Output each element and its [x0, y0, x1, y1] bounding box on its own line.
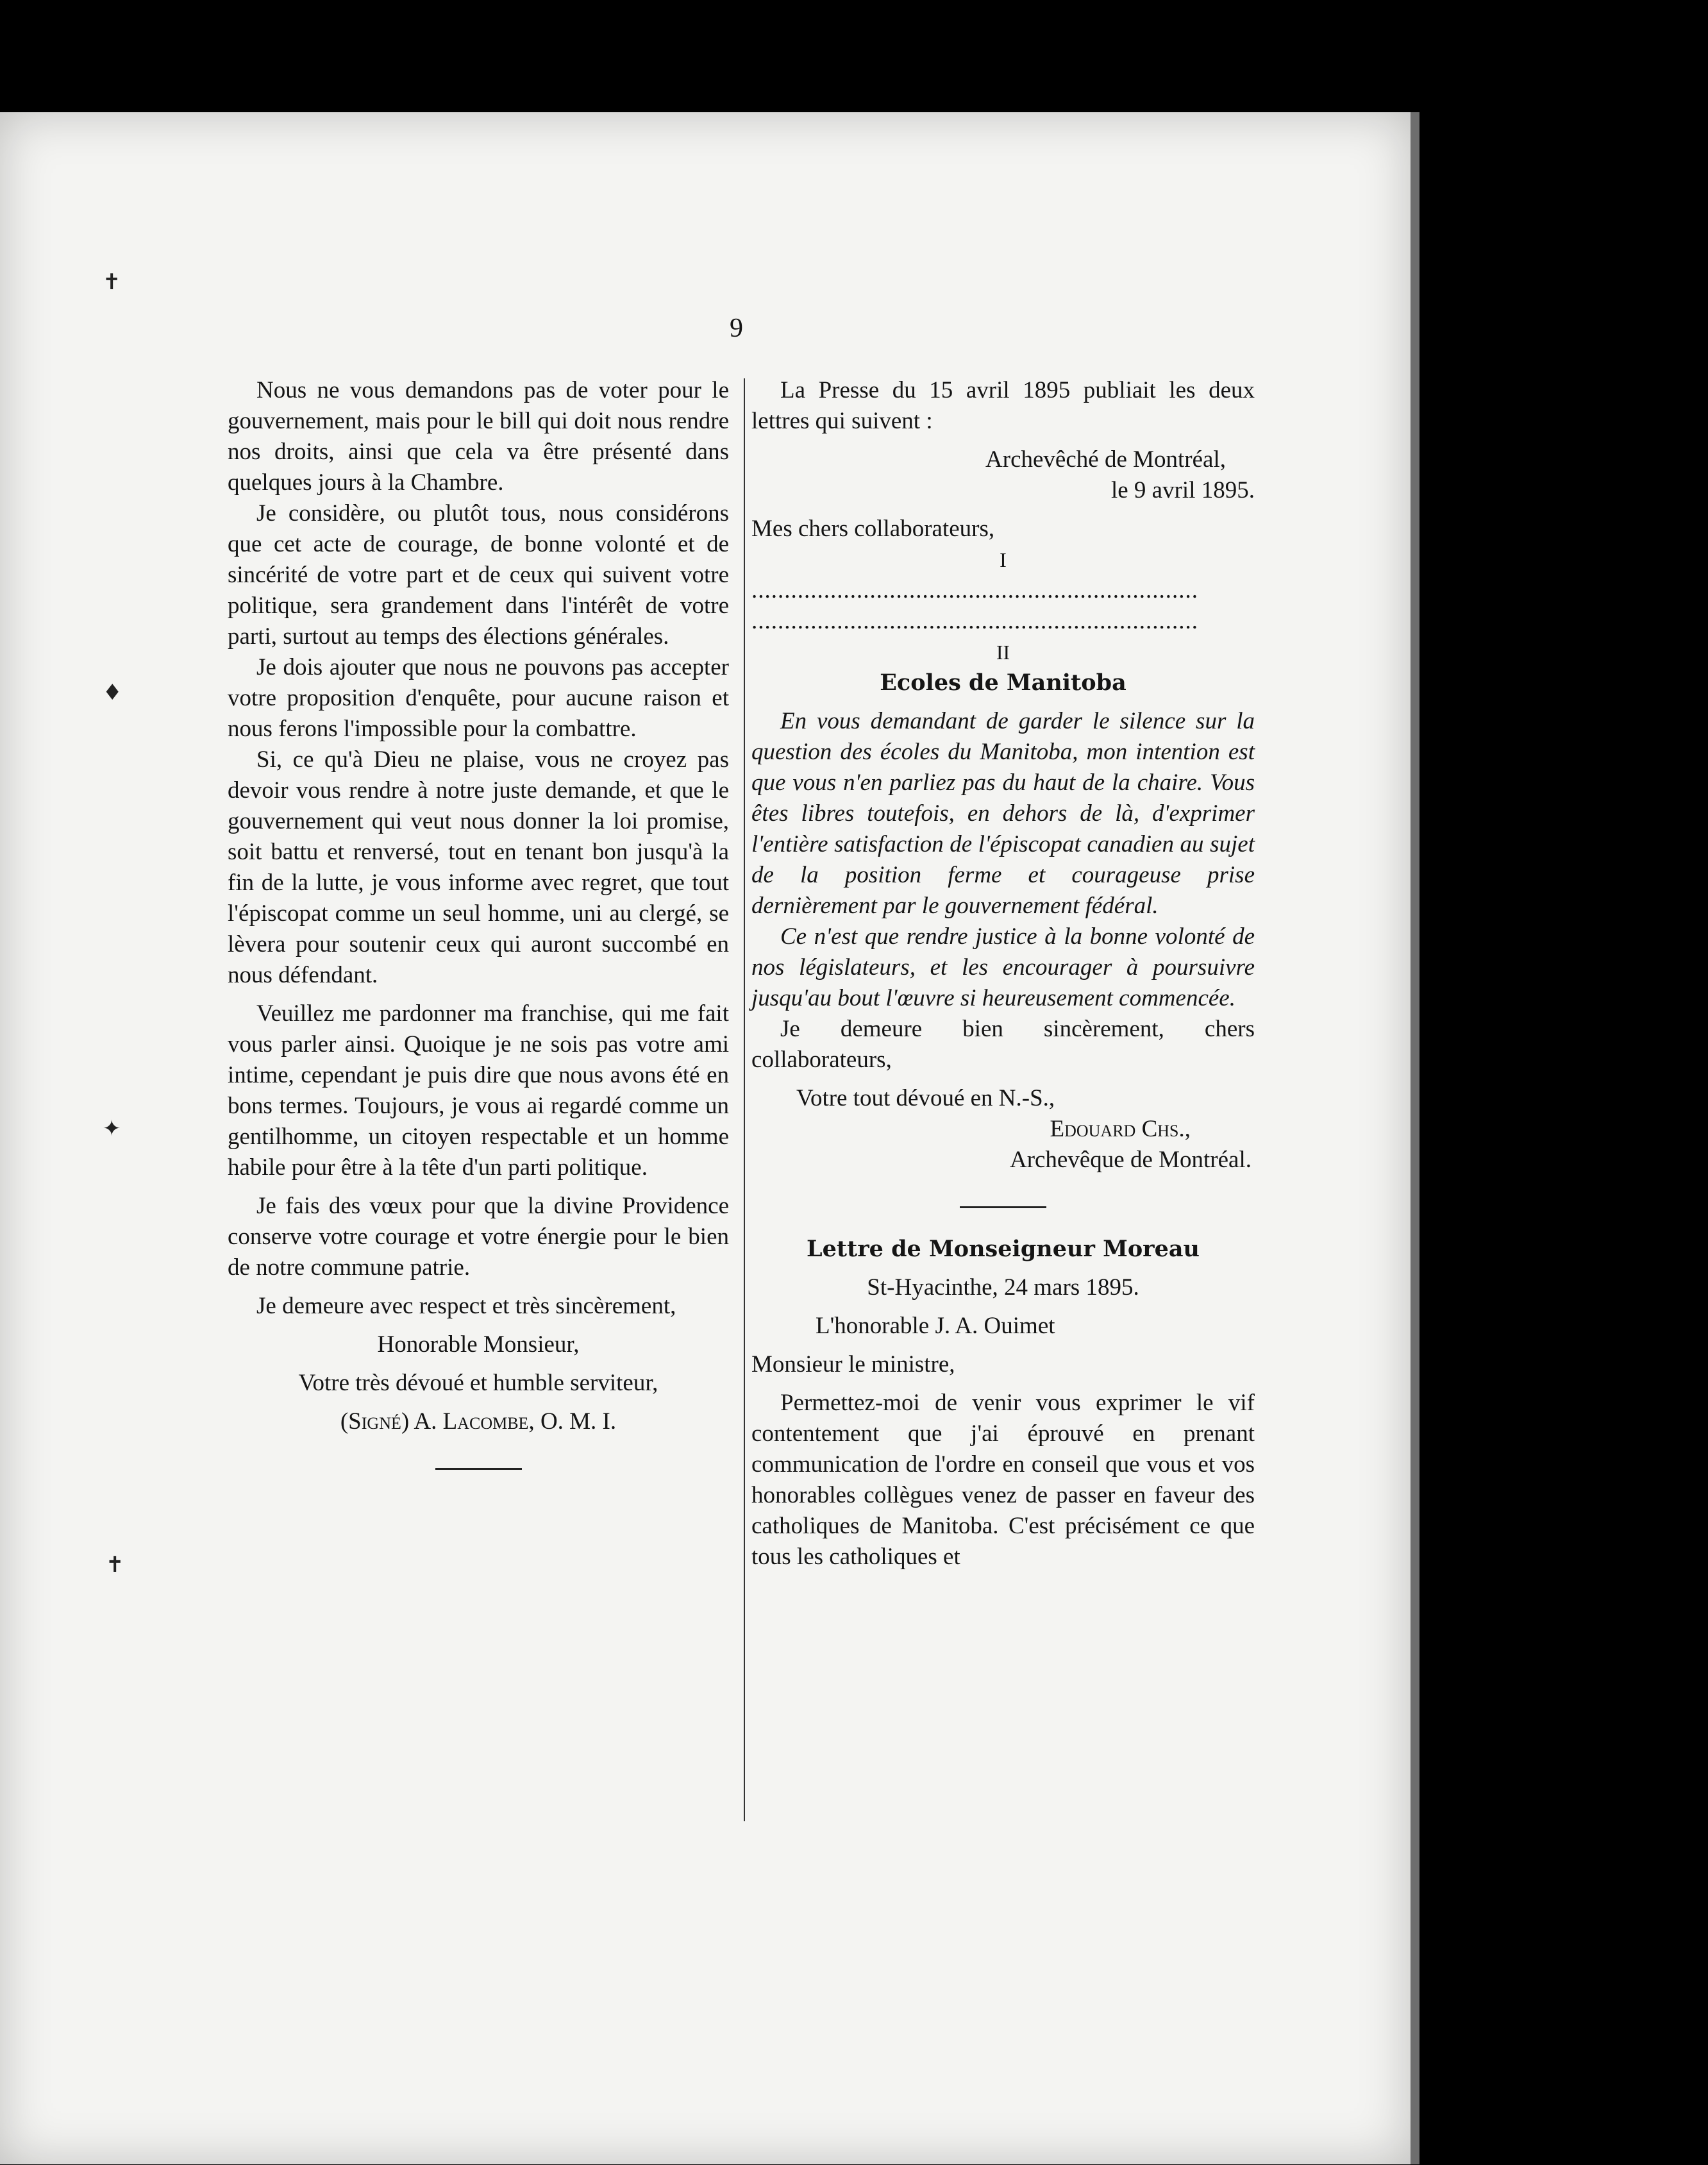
- paragraph: Je dois ajouter que nous ne pouvons pas accepter votre proposition d'enquête, pour aucune raison et nous ferons l'impossible pour la combattre.: [228, 654, 729, 742]
- divider: [435, 1468, 522, 1470]
- column-rule: [744, 378, 745, 1821]
- paragraph: Je fais des vœux pour que la divine Providence conserve votre courage et votre énergie pour le bien de notre commune patrie.: [228, 1193, 729, 1281]
- paragraph: Ce n'est que rendre justice à la bonne volonté de nos législateurs, et les encourager à poursuivre jusqu'au bout l'œuvre si heureusement commencée.: [751, 923, 1255, 1011]
- left-column: [228, 375, 729, 1470]
- paragraph: Je demeure bien sincèrement, chers collaborateurs,: [751, 1016, 1255, 1073]
- omission-dots: ....................................................................: [751, 577, 1198, 603]
- section-numeral: II: [996, 641, 1010, 664]
- addressee: L'honorable J. A. Ouimet: [816, 1313, 1055, 1339]
- signature: (Signé) A. Lacombe, O. M. I.: [340, 1408, 617, 1435]
- letter-place: Archevêché de Montréal,: [985, 446, 1226, 473]
- margin-mark: ✦: [103, 1116, 121, 1141]
- signature: Edouard Chs.,: [1050, 1116, 1191, 1142]
- intro: La Presse du 15 avril 1895 publiait les deux lettres qui suivent :: [751, 377, 1255, 434]
- paragraph: Permettez-moi de venir vous exprimer le vif contentement que j'ai éprouvé en prenant communication de l'ordre en conseil que vous et vos honorables collègues venez de passer en faveur des catholiques de Manitoba. C'est précisément ce que tous les catholiques et: [751, 1390, 1255, 1570]
- section-numeral: I: [1000, 548, 1007, 571]
- closing: Votre tout dévoué en N.-S.,: [796, 1085, 1055, 1111]
- paragraph: Nous ne vous demandons pas de voter pour le gouvernement, mais pour le bill qui doit nous rendre nos droits, ainsi que cela va être présenté dans quelques jours à la Chambre.: [228, 377, 729, 496]
- section-heading: Ecoles de Manitoba: [880, 670, 1126, 696]
- greeting: Mes chers collaborateurs,: [751, 516, 995, 542]
- page-edge: [1411, 112, 1419, 2164]
- paragraph: Veuillez me pardonner ma franchise, qui me fait vous parler ainsi. Quoique je ne sois pas votre ami intime, cependant je puis dire que nous avons été en bons termes. Toujours, je vous ai regardé comme un gentilhomme, un citoyen respectable et un homme habile pour être à la tête d'un parti politique.: [228, 1000, 729, 1181]
- signature-title: Archevêque de Montréal.: [1009, 1147, 1252, 1173]
- page-number: 9: [730, 314, 743, 343]
- margin-mark: ✝: [106, 1552, 124, 1578]
- margin-mark: ♦: [103, 680, 122, 705]
- right-column: [751, 375, 1255, 1572]
- letter-date: le 9 avril 1895.: [1110, 477, 1255, 503]
- paragraph: Je considère, ou plutôt tous, nous considérons que cet acte de courage, de bonne volonté et de sincérité de votre part et de ceux qui suivent votre politique, sera grandement dans l'intérêt de votre parti, surtout au temps des élections générales.: [228, 500, 729, 650]
- closing: Votre très dévoué et humble serviteur,: [298, 1370, 658, 1396]
- paragraph: Je demeure avec respect et très sincèrement,: [256, 1293, 676, 1319]
- salutation: Honorable Monsieur,: [377, 1331, 580, 1358]
- greeting: Monsieur le ministre,: [751, 1351, 955, 1377]
- omission-dots: ....................................................................: [751, 608, 1198, 634]
- divider: [960, 1206, 1046, 1208]
- paragraph: En vous demandant de garder le silence sur la question des écoles du Manitoba, mon intention est que vous n'en parliez pas du haut de la chaire. Vous êtes libres toutefois, en dehors de là, d'exprimer l'entière satisfaction de l'épiscopat canadien au sujet de la position ferme et courageuse prise dernièrement par le gouvernement fédéral.: [751, 708, 1255, 919]
- section-heading: Lettre de Monseigneur Moreau: [806, 1236, 1200, 1262]
- place-date: St-Hyacinthe, 24 mars 1895.: [867, 1274, 1139, 1301]
- margin-mark: ✝: [103, 269, 121, 295]
- paragraph: Si, ce qu'à Dieu ne plaise, vous ne croyez pas devoir vous rendre à notre juste demande, et que le gouvernement qui veut nous donner la loi promise, soit battu et renversé, tout en tenant bon jusqu'à la fin de la lutte, je vous informe avec regret, que tout l'épiscopat comme un seul homme, uni au clergé, se lèvera pour soutenir ceux qui auront succombé en nous défendant.: [228, 746, 729, 988]
